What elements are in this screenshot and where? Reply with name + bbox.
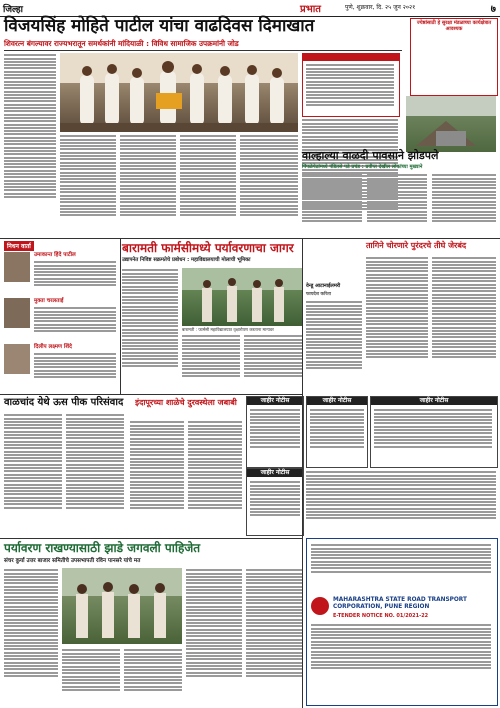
rain-body-col1 (302, 173, 362, 235)
side-box-title: ज्येष्ठांसाठी हे सुरक्षा मंडळाच्या कार्यक्षेत्रात आवश्यक (416, 20, 492, 32)
bottom-body-col4 (186, 568, 242, 704)
notice-text-2 (250, 480, 300, 532)
lead-body-col3 (120, 134, 176, 234)
notice-title-1: जाहीर नोटीस (247, 397, 303, 405)
theft-body-col1 (366, 256, 428, 386)
lead-subheadline: शिवरत्न बंगल्यावर राज्यभरातून समर्थकांनी मांदियाळी : विविध सामाजिक उपक्रमांनी जोड (4, 39, 239, 48)
walchand-headline: वाळचांद येथे ऊस पीक परिसंवाद (4, 397, 124, 408)
event-headline: वेन्डू आटानाईलमरी (306, 283, 341, 289)
lead-body-col5 (240, 134, 298, 234)
notice-title-4: जाहीर नोटीस (371, 397, 497, 405)
plantation-photo-icon (62, 568, 182, 644)
column-rule (120, 238, 121, 394)
tribute-name-1: उमाकान्त हिंदे पाटील (34, 252, 76, 258)
highlight-box-text (306, 63, 394, 113)
column-rule (302, 238, 303, 708)
baramati-photo-caption: बारामती : फार्मसी महाविद्यालयात वृक्षारोपण करताना मान्यवर (182, 327, 274, 332)
section-divider (0, 538, 302, 539)
tribute-photo-1 (4, 252, 30, 282)
highlight-box-header (303, 54, 399, 61)
tribute-text-2 (34, 306, 116, 342)
lead-headline: विजयसिंह मोहिते पाटील यांचा वाढदिवस दिमाखात (4, 16, 315, 36)
lead-photo (60, 53, 298, 132)
walchand-body-col2 (66, 413, 124, 533)
lead-body-col1 (4, 53, 56, 233)
indapur-body-col1 (130, 420, 184, 532)
event-body (306, 300, 362, 388)
page-number: ७ (490, 4, 496, 15)
bottom-body-col5 (246, 568, 302, 704)
tree-planting-photo-icon (182, 268, 302, 326)
tribute-text-3 (34, 352, 116, 388)
notice-title-2: जाहीर नोटीस (247, 469, 303, 477)
felicitation-photo-icon (60, 53, 298, 132)
baramati-body-col1 (122, 268, 178, 390)
tribute-name-3: दिलीप लक्ष्मण शिंदे (34, 344, 72, 350)
notice-ad-1 (246, 396, 304, 468)
theft-headline: तागिने चोरणारे पुरंदरचे तीघे जेरबंद (366, 241, 467, 250)
divider (4, 50, 402, 51)
newspaper-logo: प्रभात (300, 4, 322, 15)
landscape-photo-icon (406, 96, 496, 152)
tender-title: MAHARASHTRA STATE ROAD TRANSPORT CORPORATION, PUNE REGION (333, 597, 467, 610)
rain-subheadline: पिंपळेपेठांमध्ये पंडितसे पडे प्रचंड : प्रवीप्त देखील लोकांच्या मुख्याने (302, 164, 423, 170)
tender-text-top (311, 543, 491, 593)
notice-text-4 (374, 408, 492, 464)
section-label: जिल्हा (3, 5, 23, 15)
lead-body-col4 (180, 134, 236, 234)
bottom-body-col3 (124, 648, 182, 704)
notice-text-1 (250, 408, 300, 464)
rain-photo-top (406, 96, 496, 152)
msrtc-logo-icon (311, 597, 329, 615)
notice-ad-3 (306, 396, 368, 468)
notice-ad-2 (246, 468, 304, 536)
tribute-photo-2 (4, 298, 30, 328)
baramati-headline: बारामती फार्मसीमध्ये पर्यावरणाचा जागर (122, 241, 294, 255)
walchand-body-col1 (4, 413, 62, 533)
rain-body-col3 (432, 173, 496, 235)
tribute-name-2: मुक्ता चरलताई (34, 298, 64, 304)
issue-date: पुणे, शुक्रवार, दि. २५ जुन २०२१ (345, 4, 416, 11)
tender-ad (306, 538, 498, 706)
tribute-tag: निधन वार्ता (4, 241, 34, 251)
bottom-headline: पर्यावरण राखण्यासाठी झाडे जगवली पाहिजेत (4, 541, 201, 555)
indapur-body-col2 (188, 420, 242, 532)
rain-headline: वाल्हाल्या वाळदी पावसाने झोडपले (302, 149, 439, 162)
rain-body-col2 (367, 173, 427, 235)
baramati-photo (182, 268, 302, 326)
event-subheadline: फायदेश करिता (306, 292, 331, 297)
classifieds-text (306, 470, 496, 534)
indapur-headline: इंदापूरच्या शाळेचे दुरवस्थेला जबाबी (135, 397, 237, 407)
tribute-text-1 (34, 260, 116, 296)
tribute-photo-3 (4, 344, 30, 374)
bottom-body-col2 (62, 648, 120, 704)
theft-body-col2 (432, 256, 496, 386)
masthead (0, 0, 500, 17)
tender-text-body (311, 623, 491, 701)
bottom-photo (62, 568, 182, 644)
highlight-box (302, 53, 400, 117)
notice-text-3 (310, 408, 364, 464)
side-box (410, 18, 498, 96)
baramati-body-col3 (244, 334, 302, 390)
section-divider (0, 238, 500, 239)
notice-ad-4 (370, 396, 498, 468)
tender-notice-number: E-TENDER NOTICE NO. 01/2021-22 (333, 613, 429, 619)
section-divider (0, 394, 302, 395)
baramati-subheadline: उद्यापनेत निविष्ट सक्रमतेचे प्रबोधन : महाविद्यालयाची मोलाची भूमिका (122, 257, 251, 263)
notice-title-3: जाहीर नोटीस (307, 397, 367, 405)
bottom-subheadline: संचर कुर्या उत्तर बाजार समितीचे उपसभापती रविन पानसरे यांचे मत (4, 558, 141, 564)
baramati-body-col2 (182, 334, 240, 390)
bottom-body-col1 (4, 568, 58, 704)
lead-body-col2 (60, 134, 116, 234)
